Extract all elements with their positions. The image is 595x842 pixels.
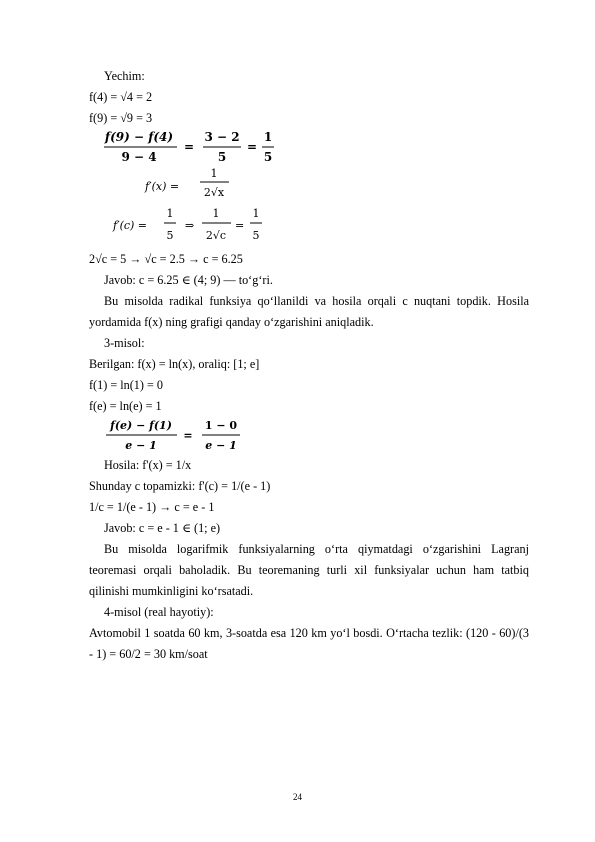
formula-mean-slope [89,129,529,167]
fraction-denominator: 5 [166,229,174,242]
derivative-line: Hosila: f'(x) = 1/x [104,458,192,472]
word-problem-paragraph: Avtomobil 1 soatda 60 km, 3-soatda esa 120 km yo‘l bosdi. O‘rtacha tezlik: (120 - 60)/(3 - 1) = 60/2 = 30 km/soat [89,626,529,661]
explanation-paragraph: Bu misolda logarifmik funksiyalarning o‘rta qiymatdagi o‘zgarishini Lagranj teoremasi orqali baholadik. Bu teoremaning turli xil funksiyalar uchun ham tatbiq qilinishi mumkinligini ko‘rsatadi. [89,542,529,598]
equation-line: 2√c = 5 → √c = 2.5 → c = 6.25 [89,252,243,266]
equals-sign: = [246,140,258,154]
equation-line: f(1) = ln(1) = 0 [89,378,163,392]
fraction-denominator: 5 [252,229,260,242]
example-heading: 4-misol (real hayotiy): [104,605,214,619]
formula-svg [89,129,289,167]
equation-line: f(4) = √4 = 2 [89,90,153,104]
fraction-numerator: 3 − 2 [204,130,240,144]
equation-line: Shunday c topamizki: f'(c) = 1/(e - 1) [89,479,271,493]
formula-svg [89,205,289,249]
fraction-denominator: e − 1 [205,439,237,452]
formula-find-c [89,205,529,249]
equation-line: f(9) = √9 = 3 [89,111,153,125]
fraction-numerator: 1 [263,130,273,144]
fraction-numerator: 1 − 0 [204,419,238,432]
fraction-numerator: f(e) − f(1) [110,419,172,432]
equation-line: 1/c = 1/(e - 1) → c = e - 1 [89,500,215,514]
fraction-numerator: 1 [166,207,174,220]
answer-line: Javob: c = e - 1 ∈ (1; e) [104,521,221,535]
fraction-denominator: 9 − 4 [121,150,157,164]
fraction-denominator: e − 1 [125,439,157,452]
equals-sign: = [235,219,245,232]
explanation-paragraph: Bu misolda radikal funksiya qo‘llanildi va hosila orqali c nuqtani topdik. Hosila yordamida f(x) ning grafigi qanday o‘zgarishini aniqladik. [89,294,529,329]
equation-line: f(e) = ln(e) = 1 [89,399,162,413]
fraction-numerator: 1 [210,167,218,180]
fraction-numerator: 1 [252,207,260,220]
formula-lhs: f′(x) = [145,180,180,193]
formula-svg [89,167,289,205]
implies-arrow: ⇒ [185,219,195,232]
page-content [89,66,529,665]
answer-line: Javob: c = 6.25 ∈ (4; 9) — to‘g‘ri. [104,273,273,287]
fraction-numerator: f(9) − f(4) [104,130,174,144]
equals-sign: = [183,429,193,442]
fraction-numerator: 1 [212,207,220,220]
fraction-denominator: 5 [217,150,227,164]
page-number: 24 [293,792,302,802]
formula-lhs: f′(c) = [113,219,148,232]
fraction-denominator: 5 [263,150,273,164]
fraction-denominator: 2√c [205,229,227,242]
formula-derivative [89,167,529,205]
given-line: Berilgan: f(x) = ln(x), oraliq: [1; e] [89,357,260,371]
solution-heading: Yechim: [104,69,145,83]
equals-sign: = [183,140,195,154]
fraction-denominator: 2√x [203,186,225,199]
formula-log-slope [89,417,529,455]
formula-svg [89,417,289,455]
example-heading: 3-misol: [104,336,145,350]
